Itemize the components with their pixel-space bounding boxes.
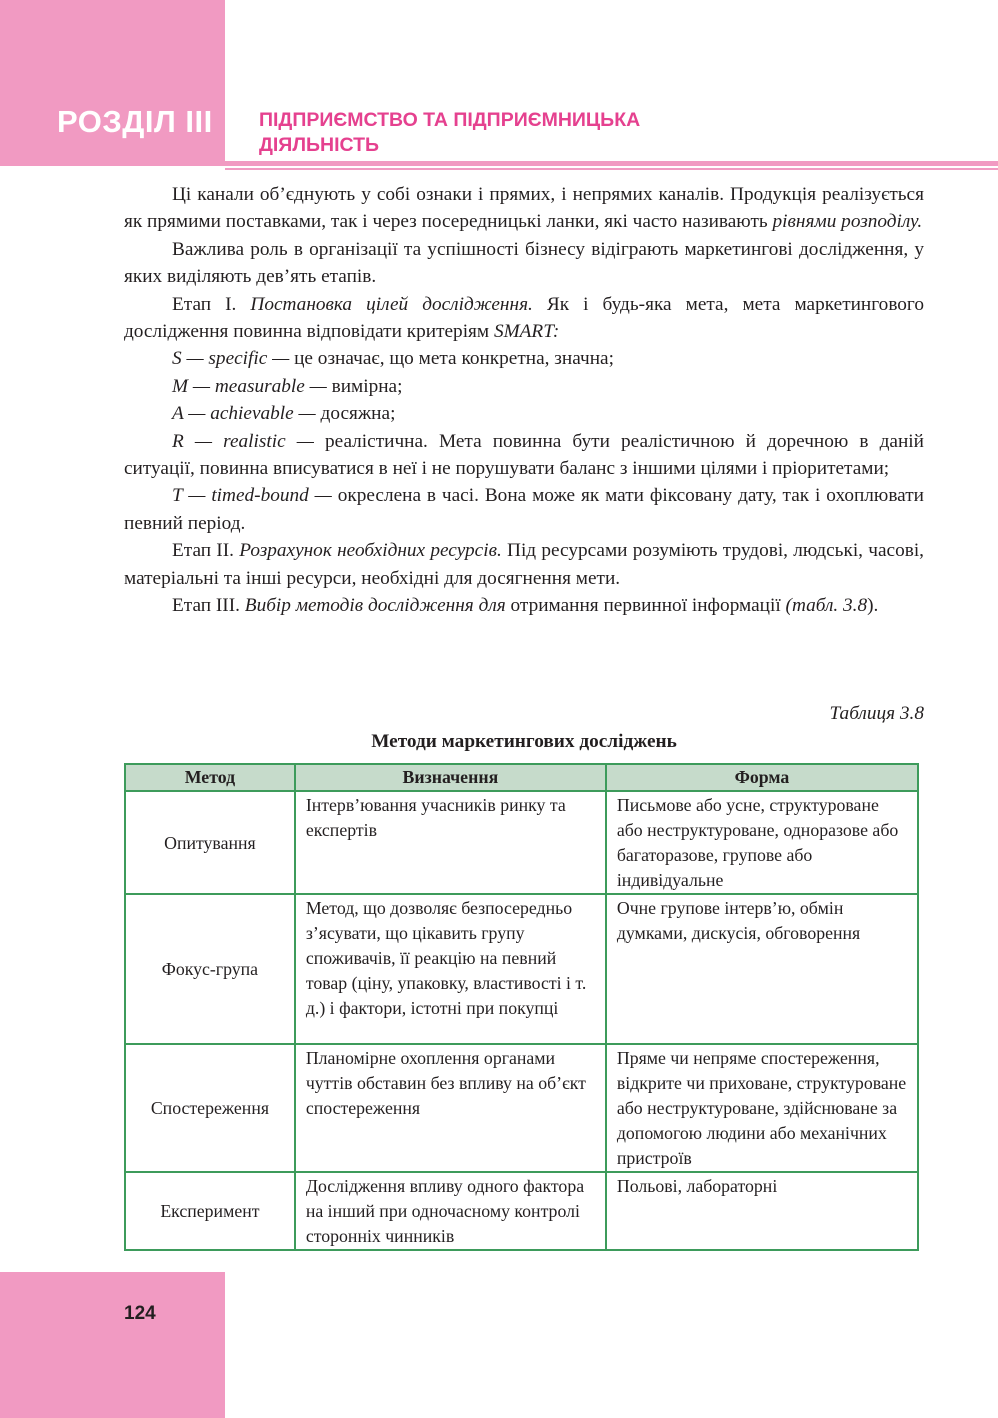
- smart-key: R — realistic —: [172, 430, 314, 452]
- table-row: [125, 894, 918, 1044]
- smart-text: окреслена в часі. Вона може як мати фіксовану дату, так і охоплювати певний період.: [124, 485, 924, 534]
- stage-label: Етап II.: [172, 540, 240, 562]
- paragraph-stage-1: [124, 291, 924, 346]
- table-row: [125, 791, 918, 894]
- text: отримання первинної інформації: [505, 595, 786, 617]
- definition-cell: Інтерв’ювання учасників ринку та експертів: [295, 791, 606, 894]
- column-header-form: Форма: [606, 764, 918, 791]
- column-header-method: Метод: [125, 764, 295, 791]
- italic-term: рівнями розподілу.: [772, 211, 923, 233]
- smart-text: вимірна;: [326, 375, 403, 397]
- paragraph-channels: [124, 181, 924, 236]
- stage-name: Постановка цілей дослідження.: [250, 293, 533, 315]
- section-label: РОЗДІЛ III: [57, 104, 213, 139]
- stage-name: Вибір методів дослідження для: [244, 595, 506, 617]
- smart-key: M — measurable —: [172, 375, 327, 397]
- chapter-title-line-1: ПІДПРИЄМСТВО ТА ПІДПРИЄМНИЦЬКА: [259, 109, 641, 131]
- footer-block: [0, 1272, 225, 1418]
- smart-term: SMART:: [493, 321, 560, 343]
- table-header-row: [125, 764, 918, 791]
- definition-cell: Планомірне охоплення органами чуттів обставин без впливу на об’єкт спостереження: [295, 1044, 606, 1172]
- form-cell: Письмове або усне, структуроване або неструктуроване, одноразове або багаторазове, групове або індивідуальне: [606, 791, 918, 894]
- smart-m: [124, 373, 924, 400]
- stage-label: Етап III.: [172, 595, 245, 617]
- table-row: [125, 1044, 918, 1172]
- method-cell: Спостереження: [125, 1044, 295, 1172]
- stage-label: Етап I.: [172, 293, 251, 315]
- table-row: [125, 1172, 918, 1250]
- smart-text: реалістична. Мета повинна бути реалістичною й доречною в даній ситуації, повинна вписуватися в неї і не порушувати баланс з іншими цілями і пріоритетами;: [124, 430, 924, 480]
- paragraph-stage-3: [124, 592, 924, 619]
- smart-a: [124, 400, 924, 427]
- page-number: 124: [124, 1303, 156, 1324]
- smart-key: S — specific —: [172, 348, 290, 370]
- smart-text: це означає, що мета конкретна, значна;: [289, 348, 614, 370]
- text: Як і будь-яка мета, мета маркетингового дослідження повинна відповідати критеріям: [124, 293, 925, 343]
- paragraph-research: Важлива роль в організації та успішності бізнесу відіграють маркетингові дослідження, у яких виділяють дев’ять етапів.: [124, 238, 924, 288]
- table-reference: (табл. 3.8: [785, 595, 868, 617]
- method-cell: Опитування: [125, 791, 295, 894]
- smart-key: T — timed-bound —: [172, 485, 332, 507]
- method-cell: Фокус-група: [125, 894, 295, 1044]
- smart-key: A — achievable —: [172, 403, 316, 425]
- smart-t: [124, 482, 924, 537]
- body-text: [124, 181, 924, 620]
- method-cell: Експеримент: [125, 1172, 295, 1250]
- definition-cell: Метод, що дозволяє безпосередньо з’ясувати, що цікавить групу споживачів, її реакцію на певний товар (ціну, упаковку, властивості і т. д.) і фактори, істотні при покупці: [295, 894, 606, 1044]
- table-title: Методи маркетингових досліджень: [371, 731, 677, 752]
- smart-s: [124, 345, 924, 372]
- smart-r: [124, 428, 924, 483]
- text: ).: [867, 595, 879, 617]
- paragraph-stage-2: [124, 537, 924, 592]
- stage-name: Розрахунок необхідних ресурсів.: [239, 540, 502, 562]
- definition-cell: Дослідження впливу одного фактора на інший при одночасному контролі сторонніх чинників: [295, 1172, 606, 1250]
- text: Ці канали об’єднують у собі ознаки і прямих, і непрямих каналів. Продукція реалізується як прямими поставками, так і через посередницькі ланки, які часто називають: [124, 184, 924, 233]
- form-cell: Польові, лабораторні: [606, 1172, 918, 1250]
- form-cell: Очне групове інтерв’ю, обмін думками, дискусія, обговорення: [606, 894, 918, 1044]
- methods-table: [124, 763, 919, 1251]
- chapter-title: [259, 108, 859, 158]
- form-cell: Пряме чи непряме спостереження, відкрите чи приховане, структуроване або неструктуроване, здійснюване за допомогою людини або механічних пристроїв: [606, 1044, 918, 1172]
- text: Під ресурсами розуміють трудові, людські, часові, матеріальні та інші ресурси, необхідні для досягнення мети.: [124, 540, 924, 589]
- chapter-title-line-2: ДІЯЛЬНІСТЬ: [259, 134, 380, 156]
- table-caption: Таблиця 3.8: [829, 703, 924, 724]
- smart-text: досяжна;: [315, 403, 396, 425]
- header-rule-thin: [225, 168, 998, 170]
- column-header-definition: Визначення: [295, 764, 606, 791]
- header-rule-thick: [0, 161, 998, 166]
